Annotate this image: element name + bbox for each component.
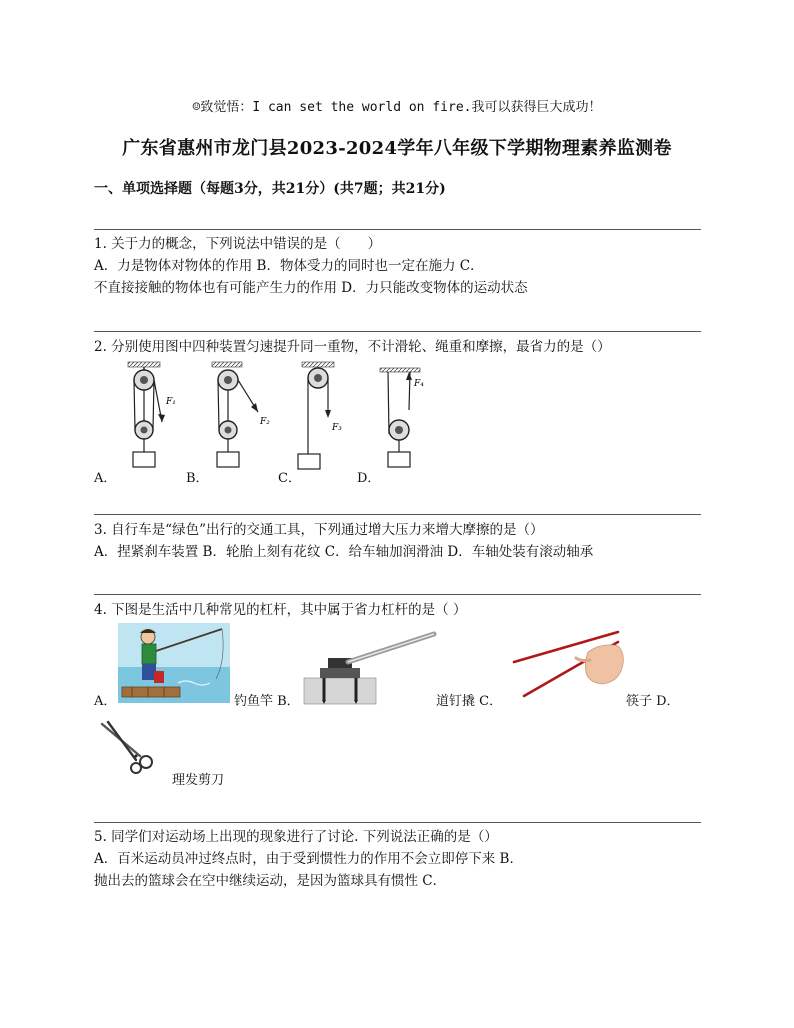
q4-scissors-caption: 理发剪刀	[172, 773, 225, 788]
option-d-label: D．	[357, 471, 381, 486]
question-1-stem: 1. 关于力的概念，下列说法中错误的是（ ）	[94, 236, 382, 252]
motto-line: ☺致觉悟：I can set the world on fire.我可以获得巨大成功！	[192, 100, 602, 115]
divider	[94, 822, 701, 823]
question-3-stem: 3. 自行车是“绿色”出行的交通工具，下列通过增大压力来增大摩擦的是（）	[94, 522, 544, 538]
question-5	[94, 826, 704, 892]
option-c-label: C．	[278, 471, 301, 486]
force-label-f4: F₄	[414, 379, 424, 389]
option-a-label: A．	[94, 471, 117, 486]
scissors-image	[100, 722, 166, 774]
divider	[94, 594, 701, 595]
divider	[94, 331, 701, 332]
q4-option-a-label: A．	[94, 694, 117, 709]
fishing-rod-image	[118, 623, 230, 703]
question-5-stem: 5. 同学们对运动场上出现的现象进行了讨论. 下列说法正确的是（）	[94, 829, 498, 845]
force-label-f3: F₃	[332, 423, 342, 433]
pulley-figure-b	[212, 362, 270, 467]
q4-fishing-rod-caption: 钓鱼竿 B．	[234, 694, 300, 709]
question-2	[94, 336, 704, 358]
divider	[94, 514, 701, 515]
question-3	[94, 519, 704, 563]
page-title: 广东省惠州市龙门县2023-2024学年八年级下学期物理素养监测卷	[122, 138, 672, 159]
force-label-f1: F₁	[166, 397, 176, 407]
chopsticks-image	[510, 630, 626, 698]
question-2-stem: 2. 分别使用图中四种装置匀速提升同一重物，不计滑轮、绳重和摩擦，最省力的是（）	[94, 339, 611, 355]
pulley-figures	[118, 362, 424, 474]
nail-puller-image	[304, 632, 436, 704]
pulley-figure-a	[128, 362, 176, 467]
question-3-options-line: A．捏紧刹车装置 B．轮胎上刻有花纹 C．给车轴加润滑油 D．车轴处装有滚动轴承	[94, 544, 594, 560]
pulley-figure-c	[298, 362, 342, 469]
q4-nail-puller-caption: 道钉撬 C．	[436, 694, 503, 709]
question-1-options-line: 不直接接触的物体也有可能产生力的作用 D．力只能改变物体的运动状态	[94, 280, 528, 296]
question-4	[94, 599, 704, 621]
pulley-figure-d	[380, 368, 424, 467]
question-5-options-line: 抛出去的篮球会在空中继续运动，是因为篮球具有惯性 C．	[94, 873, 447, 889]
force-label-f2: F₂	[260, 417, 270, 427]
question-1	[94, 233, 704, 299]
question-1-options-line: A．力是物体对物体的作用 B．物体受力的同时也一定在施力 C．	[94, 258, 484, 274]
q4-chopsticks-caption: 筷子 D．	[626, 694, 680, 709]
section-heading: 一、单项选择题（每题3分，共21分）(共7题；共21分)	[94, 181, 446, 197]
option-b-label: B．	[186, 471, 209, 486]
divider	[94, 229, 701, 230]
question-5-options-line: A．百米运动员冲过终点时，由于受到惯性力的作用不会立即停下来 B．	[94, 851, 523, 867]
question-4-stem: 4. 下图是生活中几种常见的杠杆，其中属于省力杠杆的是（ ）	[94, 602, 467, 618]
